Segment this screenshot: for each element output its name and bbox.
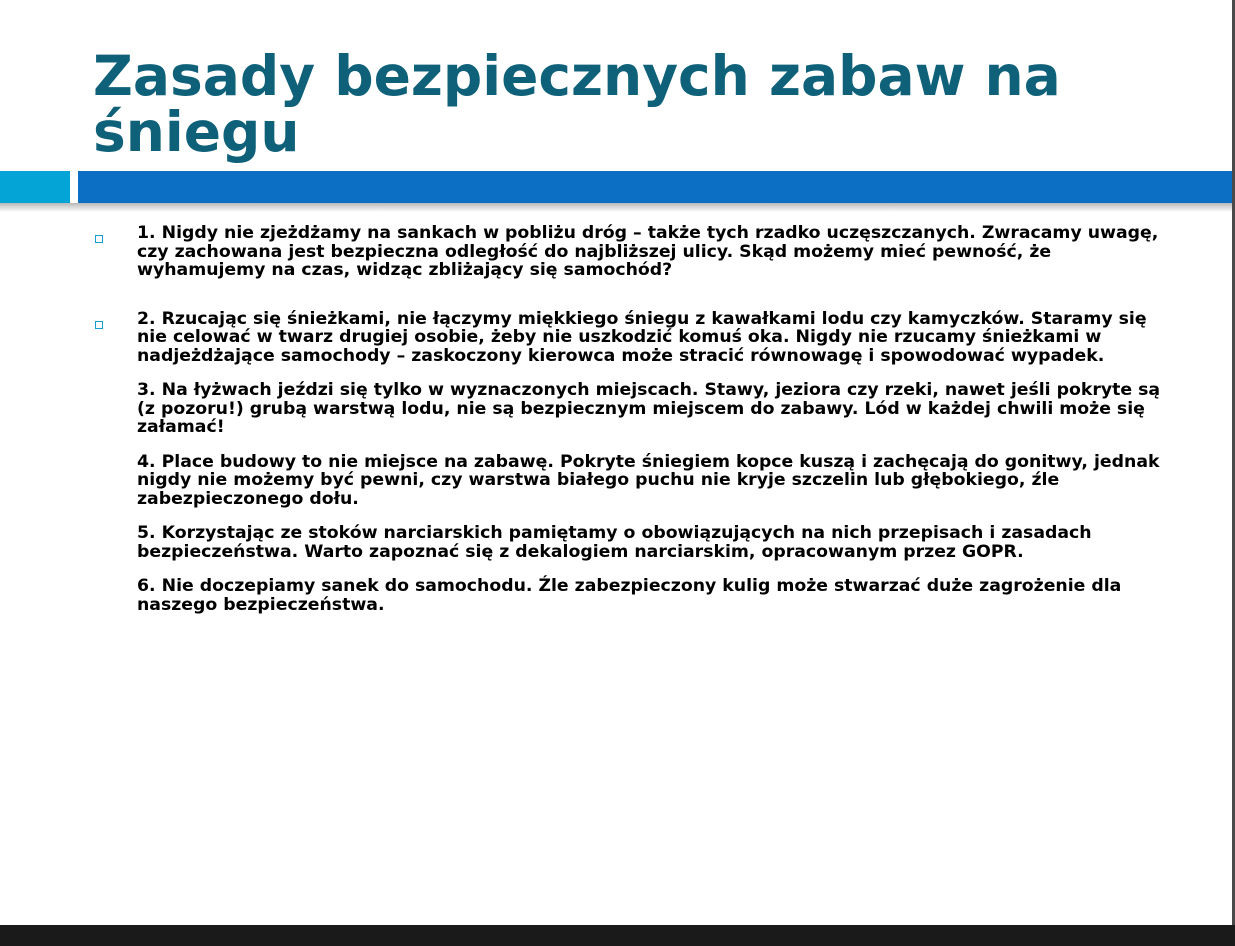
rule-text-1: 1. Nigdy nie zjeżdżamy na sankach w pobliżu dróg – także tych rzadko uczęszczanych. Zwracamy uwagę, czy zachowana jest bezpieczna odległość do najbliższej ulicy. Skąd możemy mieć pewność, że wyhamujemy na czas, widząc zbliżający się samochód? xyxy=(137,223,1159,280)
accent-bar-dark xyxy=(78,171,1232,203)
rule-item-1 xyxy=(137,224,1177,280)
square-bullet-icon xyxy=(95,321,103,329)
rule-text-6: 6. Nie doczepiamy sanek do samochodu. Źle zabezpieczony kulig może stwarzać duże zagrożenie dla naszego bezpieczeństwa. xyxy=(137,576,1122,615)
rule-text-2: 2. Rzucając się śnieżkami, nie łączymy miękkiego śniegu z kawałkami lodu czy kamyczków. Staramy się nie celować w twarz drugiej osobie, żeby nie uszkodzić komuś oka. Nigdy nie rzucamy śnieżkami w nadjeżdżające samochody – zaskoczony kierowca może stracić równowagę i spowodować wypadek. xyxy=(137,308,1147,366)
slide-content xyxy=(0,222,1232,614)
bottom-status-bar xyxy=(0,925,1235,946)
rule-item-6 xyxy=(137,577,1177,614)
accent-block-light xyxy=(0,171,70,203)
rule-text-5: 5. Korzystając ze stoków narciarskich pamiętamy o obowiązujących na nich przepisach i zasadach bezpieczeństwa. Warto zapoznać się z dekalogiem narciarskim, opracowanym przez GOPR. xyxy=(137,523,1092,562)
rule-item-3 xyxy=(137,381,1177,437)
accent-bar-shadow xyxy=(0,203,1232,212)
rule-text-4: 4. Place budowy to nie miejsce na zabawę. Pokryte śniegiem kopce kuszą i zachęcają do gonitwy, jednak nigdy nie możemy być pewni, czy warstwa białego puchu nie kryje szczelin lub głębokiego, źle zabezpieczonego dołu. xyxy=(137,451,1160,509)
rule-text-3: 3. Na łyżwach jeździ się tylko w wyznaczonych miejscach. Stawy, jeziora czy rzeki, nawet jeśli pokryte są (z pozoru!) grubą warstwą lodu, nie są bezpiecznym miejscem do zabawy. Lód w każdej chwili może się załamać! xyxy=(137,380,1161,437)
square-bullet-icon xyxy=(95,235,103,243)
slide-title: Zasady bezpiecznych zabaw na śniegu xyxy=(93,44,1061,164)
rule-item-4 xyxy=(137,453,1177,509)
rule-item-5 xyxy=(137,524,1177,561)
rule-item-2 xyxy=(137,310,1177,366)
